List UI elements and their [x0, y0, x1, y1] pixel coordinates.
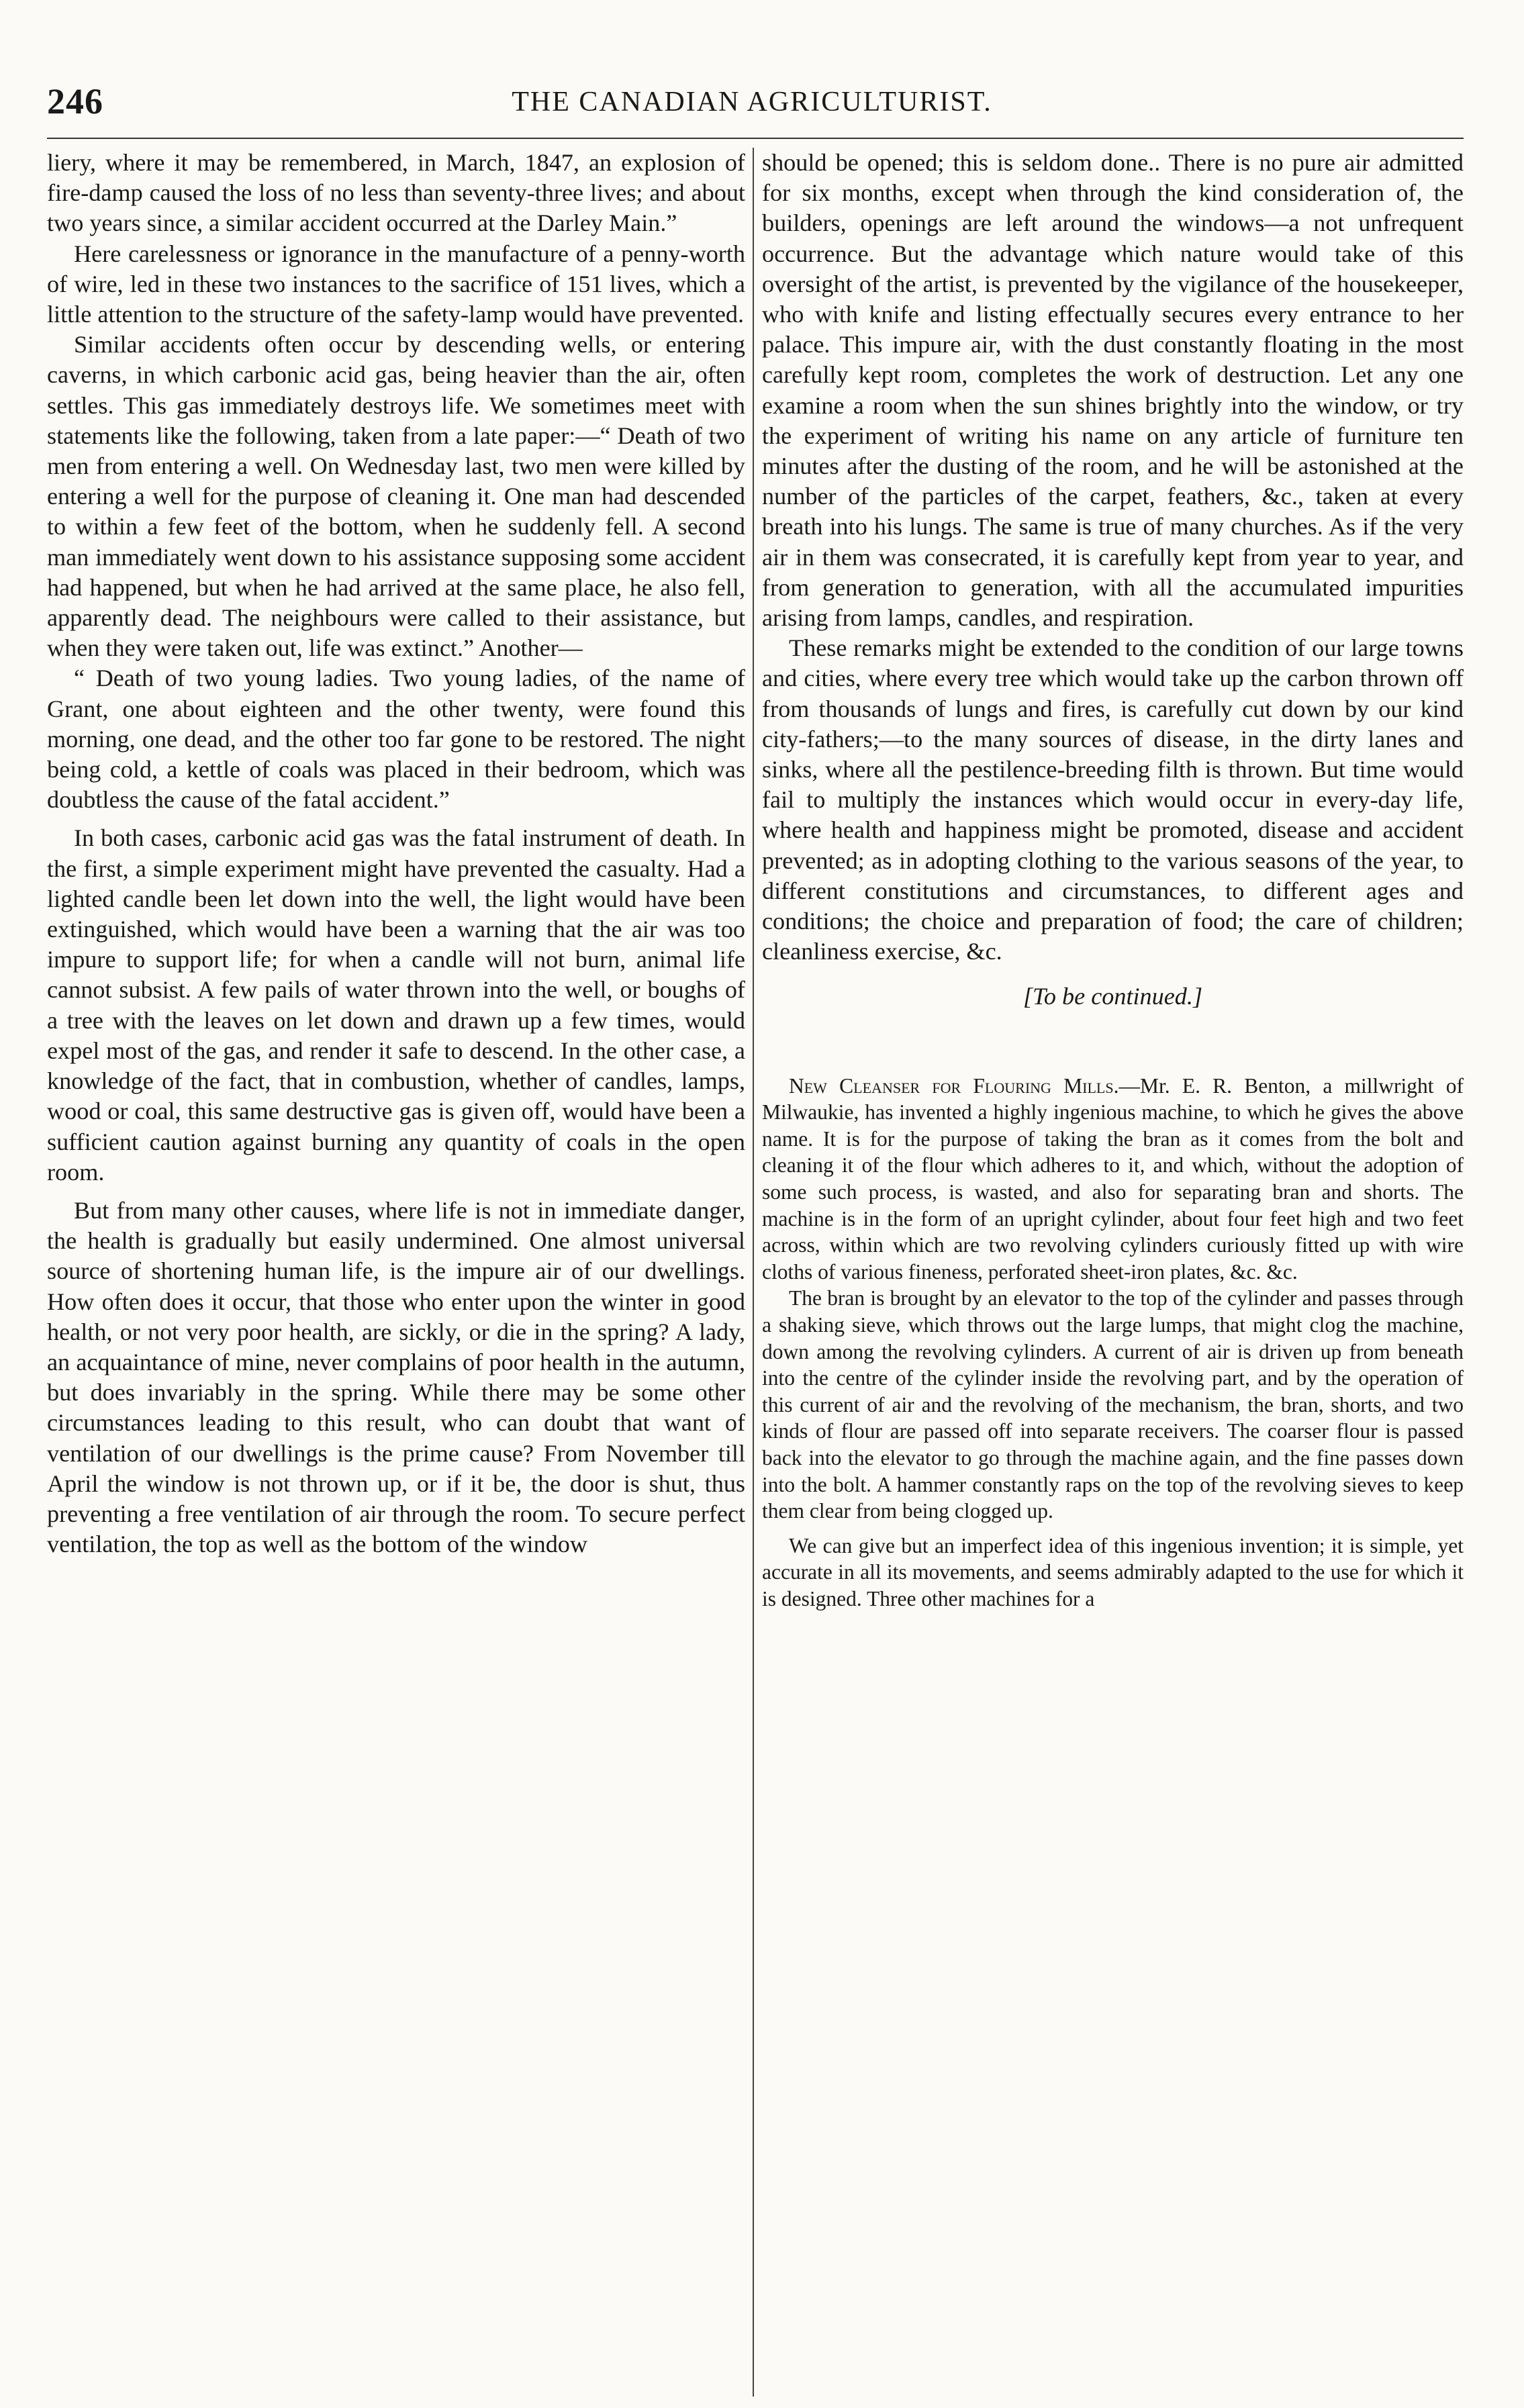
- paragraph-gap: [762, 1525, 1464, 1533]
- paragraph: The bran is brought by an elevator to the top of the cylinder and passes through a shaking sieve, which throws out the large lumps, that might clog the machine, down among the revolving cylinders. A current of air is driven up from beneath into the centre of the cylinder inside the revolving part, and by the operation of this current of air and the revolving of the mechanism, the bran, shorts, and two kinds of flour are passed off into separate receivers. The coarser flour is passed back into the elevator to go through the machine again, and the fine passes down into the bolt. A hammer constantly raps on the top of the revolving sieves to keep them clear from being clogged up.: [762, 1286, 1464, 1523]
- running-title: THE CANADIAN AGRICULTURIST.: [512, 87, 992, 117]
- page-header: [47, 81, 1457, 128]
- column-divider: [753, 148, 754, 2397]
- article-heading: New Cleanser for Flouring Mills.: [789, 1073, 1119, 1098]
- article-text: —Mr. E. R. Benton, a millwright of Milwaukie, has invented a highly ingenious machine, to which he gives the above name. It is for the purpose of taking the bran as it comes from the bolt and cleaning it of the flour which adheres to it, and which, without the adoption of some such process, is wasted, and also for separating bran and shorts. The machine is in the form of an upright cylinder, about four feet high and two feet across, within which are two revolving cylinders curiously fitted up with wire cloths of various fineness, perforated sheet-iron plates, &c. &c.: [762, 1073, 1464, 1284]
- paragraph: Similar accidents often occur by descending wells, or entering caverns, in which carbonic acid gas, being heavier than the air, often settles. This gas immediately destroys life. We sometimes meet with statements like the following, taken from a late paper:—“ Death of two men from entering a well. On Wednesday last, two men were killed by entering a well for the purpose of cleaning it. One man had descended to within a few feet of the bottom, when he suddenly fell. A second man immediately went down to his assistance supposing some accident had happened, but when he had arrived at the same place, he also fell, apparently dead. The neighbours were called to their assistance, but when they were taken out, life was extinct.” Another—: [47, 331, 745, 662]
- paragraph: We can give but an imperfect idea of this ingenious invention; it is simple, yet accurate in all its movements, and seems admirably adapted to the use for which it is designed. Three other machines for a: [762, 1533, 1464, 1610]
- paragraph: In both cases, carbonic acid gas was the fatal instrument of death. In the first, a simple experiment might have prevented the casualty. Had a lighted candle been let down into the well, the light would have been extinguished, which would have been a warning that the air was too impure to support life; for when a candle will not burn, animal life cannot subsist. A few pails of water thrown into the well, or boughs of a tree with the leaves on let down and drawn up a few times, would expel most of the gas, and render it safe to descend. In the other case, a knowledge of the fact, that in combustion, whether of candles, lamps, wood or coal, this same destructive gas is given off, would have been a sufficient caution against burning any quantity of coals in the open room.: [47, 824, 745, 1186]
- article-first-paragraph: [762, 1073, 1464, 1286]
- paragraph: should be opened; this is seldom done.. There is no pure air admitted for six months, except when through the kind consideration of, the builders, openings are left around the windows—a not unfrequent occurrence. But the advantage which nature would take of this oversight of the artist, is prevented by the vigilance of the housekeeper, who with knife and listing effectually secures every entrance to her palace. This impure air, with the dust constantly floating in the most carefully kept room, completes the work of destruction. Let any one examine a room when the sun shines brightly into the window, or try the experiment of writing his name on any article of furniture ten minutes after the dusting of the room, and he will be astonished at the number of the particles of the carpet, feathers, &c., taken at every breath into his lungs. The same is true of many churches. As if the very air in them was consecrated, it is carefully kept from year to year, and from generation to generation, with all the accumulated impurities arising from lamps, candles, and respiration.: [762, 149, 1464, 632]
- paragraph: Here carelessness or ignorance in the manufacture of a penny-worth of wire, led in these two instances to the sacrifice of 151 lives, which a little attention to the structure of the safety-lamp would have prevented.: [47, 240, 745, 328]
- page-number: 246: [47, 81, 103, 122]
- paragraph: liery, where it may be remembered, in March, 1847, an explosion of fire-damp caused the loss of no less than seventy-three lives; and about two years since, a similar accident occurred at the Darley Main.”: [47, 149, 745, 237]
- article-new-cleanser: [762, 1073, 1464, 1612]
- paragraph-gap: [47, 1188, 745, 1196]
- paragraph: “ Death of two young ladies. Two young ladies, of the name of Grant, one about eighteen and the other twenty, were found this morning, one dead, and the other too far gone to be restored. The night being cold, a kettle of coals was placed in their bedroom, which was doubtless the cause of the fatal accident.”: [47, 665, 745, 814]
- to-be-continued-note: [To be continued.]: [1022, 983, 1203, 1010]
- left-column: [47, 148, 745, 1559]
- paragraph: These remarks might be extended to the condition of our large towns and cities, where every tree which would take up the carbon thrown off from thousands of lungs and fires, is carefully cut down by our kind city-fathers;—to the many sources of disease, in the dirty lanes and sinks, where all the pestilence-breeding filth is thrown. But time would fail to multiply the instances which would occur in every-day life, where health and happiness might be promoted, disease and accident prevented; as in adopting clothing to the various seasons of the year, to different constitutions and circumstances, to different ages and conditions; the choice and preparation of food; the care of children; cleanliness exercise, &c.: [762, 634, 1464, 965]
- article-gap: [762, 1026, 1464, 1073]
- paragraph-gap: [47, 815, 745, 823]
- header-rule: [47, 138, 1464, 139]
- right-column: [762, 148, 1464, 1612]
- paragraph: But from many other causes, where life is not in immediate danger, the health is gradually but easily undermined. One almost universal source of shortening human life, is the impure air of our dwellings. How often does it occur, that those who enter upon the winter in good health, or not very poor health, are sickly, or die in the spring? A lady, an acquaintance of mine, never complains of poor health in the autumn, but does invariably in the spring. While there may be some other circumstances leading to this result, who can doubt that want of ventilation of our dwellings is the prime cause? From November till April the window is not thrown up, or if it be, the door is shut, thus preventing a free ventilation of air through the room. To secure perfect ventilation, the top as well as the bottom of the window: [47, 1196, 745, 1558]
